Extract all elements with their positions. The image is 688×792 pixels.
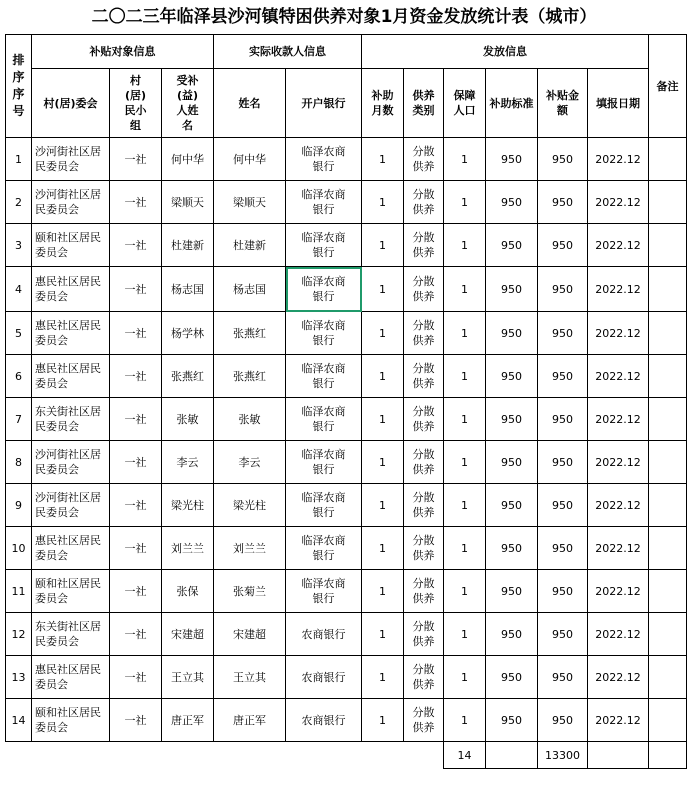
cell-payee-name[interactable]: 梁顺天 [214,181,286,224]
table-row [6,138,687,181]
cell-support-type[interactable]: 分散供养 [404,224,444,267]
cell-bank[interactable]: 临泽农商银行 [286,355,362,398]
cell-seq[interactable]: 7 [6,398,32,441]
cell-bank[interactable]: 临泽农商银行 [286,138,362,181]
cell-people[interactable]: 1 [444,398,486,441]
cell-committee[interactable]: 惠民社区居民委员会 [32,527,110,570]
cell-people[interactable]: 1 [444,181,486,224]
header-date[interactable]: 填报日期 [588,69,649,138]
cell-bank[interactable]: 临泽农商银行 [286,527,362,570]
cell-standard[interactable]: 950 [486,613,538,656]
header-bank[interactable]: 开户银行 [286,69,362,138]
header-payment-info[interactable]: 发放信息 [362,35,649,69]
cell-payee-name[interactable]: 梁光柱 [214,484,286,527]
cell-date[interactable]: 2022.12 [588,570,649,613]
totals-remark-cell[interactable] [649,742,687,769]
cell-beneficiary[interactable]: 杨学林 [162,312,214,355]
cell-people[interactable]: 1 [444,224,486,267]
header-payee-info[interactable]: 实际收款人信息 [214,35,362,69]
cell-committee[interactable]: 惠民社区居民委员会 [32,312,110,355]
cell-standard[interactable]: 950 [486,441,538,484]
cell-support-type[interactable]: 分散供养 [404,613,444,656]
cell-payee-name[interactable]: 刘兰兰 [214,527,286,570]
cell-payee-name[interactable]: 李云 [214,441,286,484]
cell-date[interactable]: 2022.12 [588,355,649,398]
cell-bank[interactable]: 临泽农商银行 [286,267,362,312]
cell-months[interactable]: 1 [362,699,404,742]
cell-amount[interactable]: 950 [538,527,588,570]
cell-seq[interactable]: 5 [6,312,32,355]
cell-bank[interactable]: 临泽农商银行 [286,441,362,484]
cell-months[interactable]: 1 [362,484,404,527]
header-months[interactable]: 补助月数 [362,69,404,138]
cell-standard[interactable]: 950 [486,355,538,398]
cell-seq[interactable]: 13 [6,656,32,699]
totals-blank [6,742,444,769]
cell-standard[interactable]: 950 [486,312,538,355]
cell-support-type[interactable]: 分散供养 [404,441,444,484]
cell-standard[interactable]: 950 [486,699,538,742]
cell-committee[interactable]: 惠民社区居民委员会 [32,355,110,398]
cell-group[interactable]: 一社 [110,484,162,527]
cell-remark[interactable] [649,267,687,312]
cell-standard[interactable]: 950 [486,267,538,312]
cell-remark[interactable] [649,613,687,656]
cell-support-type[interactable]: 分散供养 [404,267,444,312]
cell-amount[interactable]: 950 [538,355,588,398]
cell-date[interactable]: 2022.12 [588,181,649,224]
header-remark[interactable]: 备注 [649,35,687,138]
cell-standard[interactable]: 950 [486,484,538,527]
table-row [6,355,687,398]
cell-payee-name[interactable]: 张敏 [214,398,286,441]
header-subsidy-info[interactable]: 补贴对象信息 [32,35,214,69]
cell-bank[interactable]: 农商银行 [286,613,362,656]
cell-committee[interactable]: 惠民社区居民委员会 [32,656,110,699]
cell-seq[interactable]: 14 [6,699,32,742]
cell-date[interactable]: 2022.12 [588,267,649,312]
table-row [6,398,687,441]
cell-beneficiary[interactable]: 杨志国 [162,267,214,312]
cell-standard[interactable]: 950 [486,224,538,267]
cell-amount[interactable]: 950 [538,484,588,527]
cell-seq[interactable]: 11 [6,570,32,613]
header-beneficiary[interactable]: 受补(益)人姓名 [162,69,214,138]
cell-amount[interactable]: 950 [538,312,588,355]
cell-group[interactable]: 一社 [110,656,162,699]
table-row [6,181,687,224]
cell-bank[interactable]: 临泽农商银行 [286,484,362,527]
cell-beneficiary[interactable]: 张燕红 [162,355,214,398]
cell-date[interactable]: 2022.12 [588,613,649,656]
cell-months[interactable]: 1 [362,224,404,267]
cell-months[interactable]: 1 [362,527,404,570]
cell-standard[interactable]: 950 [486,398,538,441]
cell-support-type[interactable]: 分散供养 [404,355,444,398]
cell-group[interactable]: 一社 [110,441,162,484]
cell-bank[interactable]: 临泽农商银行 [286,570,362,613]
cell-committee[interactable]: 沙河街社区居民委员会 [32,484,110,527]
table-row [6,224,687,267]
cell-bank[interactable]: 农商银行 [286,699,362,742]
cell-bank[interactable]: 农商银行 [286,656,362,699]
totals-amount[interactable]: 13300 [538,742,588,769]
totals-standard-cell[interactable] [486,742,538,769]
cell-people[interactable]: 1 [444,138,486,181]
cell-standard[interactable]: 950 [486,570,538,613]
cell-months[interactable]: 1 [362,613,404,656]
cell-remark[interactable] [649,527,687,570]
cell-remark[interactable] [649,224,687,267]
cell-date[interactable]: 2022.12 [588,699,649,742]
cell-standard[interactable]: 950 [486,138,538,181]
cell-payee-name[interactable]: 唐正军 [214,699,286,742]
totals-people[interactable]: 14 [444,742,486,769]
cell-support-type[interactable]: 分散供养 [404,484,444,527]
cell-months[interactable]: 1 [362,267,404,312]
cell-beneficiary[interactable]: 杜建新 [162,224,214,267]
cell-group[interactable]: 一社 [110,355,162,398]
cell-payee-name[interactable]: 杨志国 [214,267,286,312]
cell-support-type[interactable]: 分散供养 [404,527,444,570]
cell-beneficiary[interactable]: 张敏 [162,398,214,441]
cell-support-type[interactable]: 分散供养 [404,570,444,613]
cell-amount[interactable]: 950 [538,656,588,699]
cell-date[interactable]: 2022.12 [588,312,649,355]
cell-support-type[interactable]: 分散供养 [404,699,444,742]
cell-amount[interactable]: 950 [538,613,588,656]
cell-months[interactable]: 1 [362,570,404,613]
table-row [6,267,687,312]
cell-group[interactable]: 一社 [110,181,162,224]
cell-group[interactable]: 一社 [110,613,162,656]
cell-group[interactable]: 一社 [110,312,162,355]
header-support-type[interactable]: 供养类别 [404,69,444,138]
cell-committee[interactable]: 东关街社区居民委员会 [32,613,110,656]
cell-people[interactable]: 1 [444,527,486,570]
table-row [6,527,687,570]
cell-seq[interactable]: 10 [6,527,32,570]
cell-people[interactable]: 1 [444,441,486,484]
cell-people[interactable]: 1 [444,570,486,613]
cell-committee[interactable]: 惠民社区居民委员会 [32,267,110,312]
totals-row [6,742,687,769]
cell-seq[interactable]: 12 [6,613,32,656]
totals-date-cell[interactable] [588,742,649,769]
cell-remark[interactable] [649,699,687,742]
cell-remark[interactable] [649,441,687,484]
cell-people[interactable]: 1 [444,484,486,527]
cell-payee-name[interactable]: 张燕红 [214,312,286,355]
cell-seq[interactable]: 9 [6,484,32,527]
cell-date[interactable]: 2022.12 [588,484,649,527]
cell-support-type[interactable]: 分散供养 [404,181,444,224]
table-row [6,441,687,484]
cell-people[interactable]: 1 [444,613,486,656]
cell-payee-name[interactable]: 宋建超 [214,613,286,656]
cell-committee[interactable]: 沙河街社区居民委员会 [32,181,110,224]
cell-months[interactable]: 1 [362,398,404,441]
cell-group[interactable]: 一社 [110,570,162,613]
cell-beneficiary[interactable]: 李云 [162,441,214,484]
cell-date[interactable]: 2022.12 [588,398,649,441]
cell-group[interactable]: 一社 [110,699,162,742]
cell-people[interactable]: 1 [444,267,486,312]
cell-seq[interactable]: 3 [6,224,32,267]
cell-people[interactable]: 1 [444,312,486,355]
cell-amount[interactable]: 950 [538,267,588,312]
cell-group[interactable]: 一社 [110,267,162,312]
table-row [6,312,687,355]
cell-remark[interactable] [649,398,687,441]
cell-seq[interactable]: 8 [6,441,32,484]
cell-people[interactable]: 1 [444,656,486,699]
header-seq[interactable]: 排序序号 [6,35,32,138]
table-row [6,484,687,527]
table-row [6,656,687,699]
header-committee[interactable]: 村(居)委会 [32,69,110,138]
cell-beneficiary[interactable]: 梁光柱 [162,484,214,527]
cell-amount[interactable]: 950 [538,699,588,742]
cell-months[interactable]: 1 [362,181,404,224]
cell-committee[interactable]: 颐和社区居民委员会 [32,570,110,613]
cell-remark[interactable] [649,355,687,398]
cell-bank[interactable]: 临泽农商银行 [286,181,362,224]
cell-remark[interactable] [649,138,687,181]
cell-standard[interactable]: 950 [486,656,538,699]
table-row [6,570,687,613]
cell-beneficiary[interactable]: 梁顺天 [162,181,214,224]
cell-bank[interactable]: 临泽农商银行 [286,398,362,441]
cell-months[interactable]: 1 [362,312,404,355]
table-row [6,699,687,742]
cell-beneficiary[interactable]: 何中华 [162,138,214,181]
cell-amount[interactable]: 950 [538,398,588,441]
cell-seq[interactable]: 2 [6,181,32,224]
cell-date[interactable]: 2022.12 [588,138,649,181]
cell-payee-name[interactable]: 张燕红 [214,355,286,398]
cell-amount[interactable]: 950 [538,138,588,181]
cell-date[interactable]: 2022.12 [588,441,649,484]
header-people[interactable]: 保障人口 [444,69,486,138]
cell-beneficiary[interactable]: 唐正军 [162,699,214,742]
cell-months[interactable]: 1 [362,355,404,398]
cell-remark[interactable] [649,656,687,699]
cell-committee[interactable]: 沙河街社区居民委员会 [32,441,110,484]
cell-support-type[interactable]: 分散供养 [404,656,444,699]
cell-seq[interactable]: 6 [6,355,32,398]
cell-remark[interactable] [649,570,687,613]
cell-support-type[interactable]: 分散供养 [404,398,444,441]
cell-payee-name[interactable]: 王立其 [214,656,286,699]
allocation-table [5,34,687,769]
cell-beneficiary[interactable]: 宋建超 [162,613,214,656]
cell-committee[interactable]: 颐和社区居民委员会 [32,699,110,742]
table-row [6,613,687,656]
cell-group[interactable]: 一社 [110,138,162,181]
cell-seq[interactable]: 1 [6,138,32,181]
cell-seq[interactable]: 4 [6,267,32,312]
cell-amount[interactable]: 950 [538,570,588,613]
cell-amount[interactable]: 950 [538,181,588,224]
cell-date[interactable]: 2022.12 [588,224,649,267]
cell-group[interactable]: 一社 [110,527,162,570]
cell-group[interactable]: 一社 [110,224,162,267]
cell-amount[interactable]: 950 [538,224,588,267]
cell-people[interactable]: 1 [444,699,486,742]
cell-bank[interactable]: 临泽农商银行 [286,312,362,355]
cell-support-type[interactable]: 分散供养 [404,138,444,181]
cell-people[interactable]: 1 [444,355,486,398]
cell-months[interactable]: 1 [362,138,404,181]
sheet-title: 二〇二三年临泽县沙河镇特困供养对象1月资金发放统计表（城市） [91,7,597,27]
header-group[interactable]: 村(居)民小组 [110,69,162,138]
cell-date[interactable]: 2022.12 [588,656,649,699]
cell-date[interactable]: 2022.12 [588,527,649,570]
header-amount[interactable]: 补贴金额 [538,69,588,138]
cell-remark[interactable] [649,312,687,355]
header-name[interactable]: 姓名 [214,69,286,138]
cell-standard[interactable]: 950 [486,181,538,224]
cell-payee-name[interactable]: 何中华 [214,138,286,181]
cell-standard[interactable]: 950 [486,527,538,570]
cell-payee-name[interactable]: 杜建新 [214,224,286,267]
cell-committee[interactable]: 沙河街社区居民委员会 [32,138,110,181]
cell-group[interactable]: 一社 [110,398,162,441]
cell-remark[interactable] [649,181,687,224]
cell-committee[interactable]: 颐和社区居民委员会 [32,224,110,267]
cell-committee[interactable]: 东关街社区居民委员会 [32,398,110,441]
cell-remark[interactable] [649,484,687,527]
cell-amount[interactable]: 950 [538,441,588,484]
cell-beneficiary[interactable]: 张保 [162,570,214,613]
cell-bank[interactable]: 临泽农商银行 [286,224,362,267]
header-standard[interactable]: 补助标准 [486,69,538,138]
cell-months[interactable]: 1 [362,656,404,699]
cell-months[interactable]: 1 [362,441,404,484]
cell-payee-name[interactable]: 张菊兰 [214,570,286,613]
cell-beneficiary[interactable]: 王立其 [162,656,214,699]
cell-beneficiary[interactable]: 刘兰兰 [162,527,214,570]
cell-support-type[interactable]: 分散供养 [404,312,444,355]
